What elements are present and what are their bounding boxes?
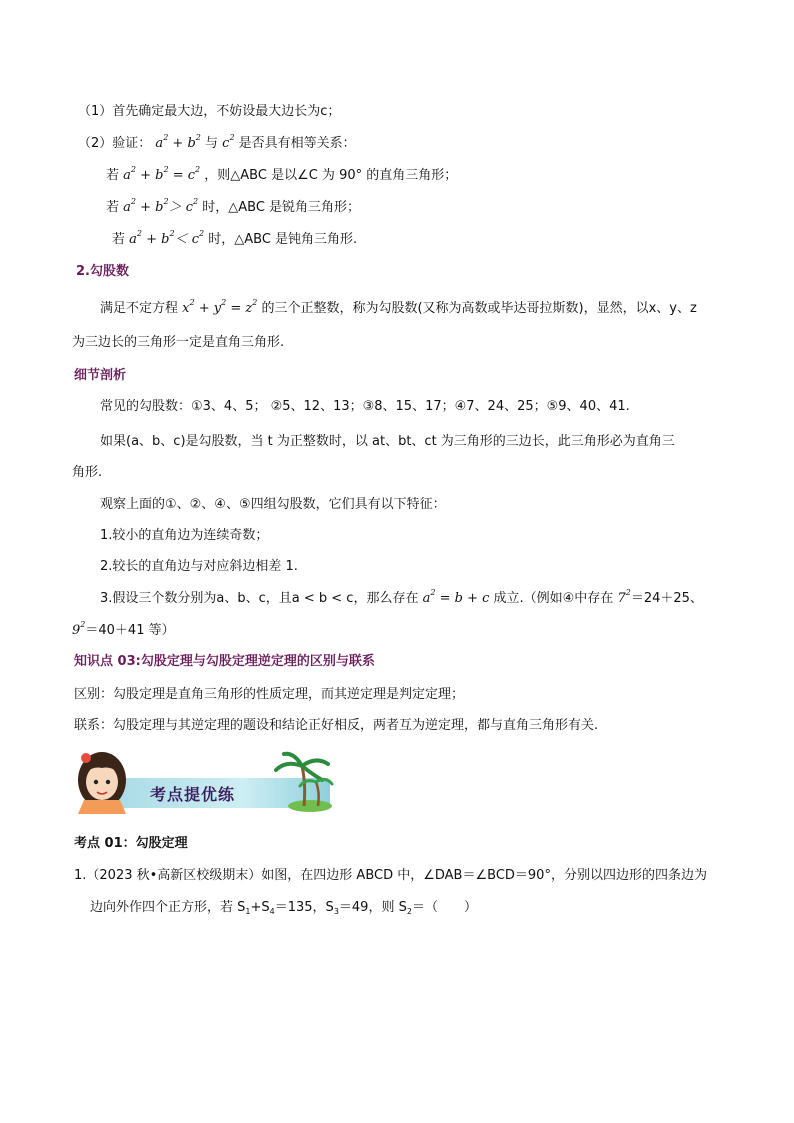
step-1-text: （1）首先确定最大边，不妨设最大边长为c；	[78, 104, 341, 119]
step-2-text: （2）验证： $a^2 + b^2$ 与 $c^2$ 是否具有相等关系：	[78, 133, 356, 151]
feature-3-line-1: 3.假设三个数分别为a、b、c，且a < b < c，那么存在 $a^2 = b + c$ 成立.（例如④中存在 $7^2=24+25$、	[100, 588, 703, 606]
connection-text: 联系：勾股定理与其逆定理的题设和结论正好相反，两者互为逆定理，都与直角三角形有关.	[74, 718, 599, 733]
banner-title: 考点提优练	[150, 785, 236, 804]
observe-text: 观察上面的①、②、④、⑤四组勾股数，它们具有以下特征：	[100, 497, 446, 512]
detail-analysis-title: 细节剖析	[74, 368, 127, 383]
feature-3-line-2: $9^2=40+41$ 等）	[72, 620, 175, 638]
common-triples-text: 常见的勾股数：①3、4、5； ②5、12、13；③8、15、17；④7、24、25；⑤9、40、41.	[100, 399, 630, 414]
exam-practice-banner	[72, 744, 334, 814]
triples-definition-line-1: 满足不定方程 $x^2 + y^2 = z^2$ 的三个正整数，称为勾股数(又称为高数或毕达哥拉斯数)，显然，以x、y、z	[100, 298, 697, 316]
section-title-pythagorean-triples: 2.勾股数	[76, 264, 129, 279]
case-right-triangle: 若 $a^2 + b^2 = c^2$ ，则△ABC 是以∠C 为 90° 的直角三角形；	[106, 165, 458, 183]
scaling-rule-line-2: 角形.	[72, 465, 103, 480]
knowledge-point-03-title: 知识点 03:勾股定理与勾股定理逆定理的区别与联系	[74, 654, 375, 669]
question-1-line-1: 1.（2023 秋•高新区校级期末）如图，在四边形 ABCD 中，∠DAB＝∠BCD＝90°，分别以四边形的四条边为	[74, 868, 707, 883]
question-1-line-2: 边向外作四个正方形，若 $S_1+S_4=135$，$S_3=49$，则 $S_2=$（ ）	[90, 900, 477, 916]
case-obtuse-triangle: 若 $a^2 + b^2< c^2$ 时，△ABC 是钝角三角形.	[112, 229, 358, 247]
difference-text: 区别：勾股定理是直角三角形的性质定理，而其逆定理是判定定理；	[74, 687, 465, 702]
case-acute-triangle: 若 $a^2 + b^2> c^2$ 时，△ABC 是锐角三角形；	[106, 197, 361, 215]
triples-definition-line-2: 为三边长的三角形一定是直角三角形.	[72, 335, 285, 350]
scaling-rule-line-1: 如果(a、b、c)是勾股数，当 t 为正整数时，以 at、bt、ct 为三角形的三边长，此三角形必为直角三	[100, 434, 675, 449]
exam-point-01-title: 考点 01：勾股定理	[74, 836, 188, 851]
feature-2-text: 2.较长的直角边与对应斜边相差 1.	[100, 559, 298, 574]
feature-1-text: 1.较小的直角边为连续奇数；	[100, 528, 269, 543]
